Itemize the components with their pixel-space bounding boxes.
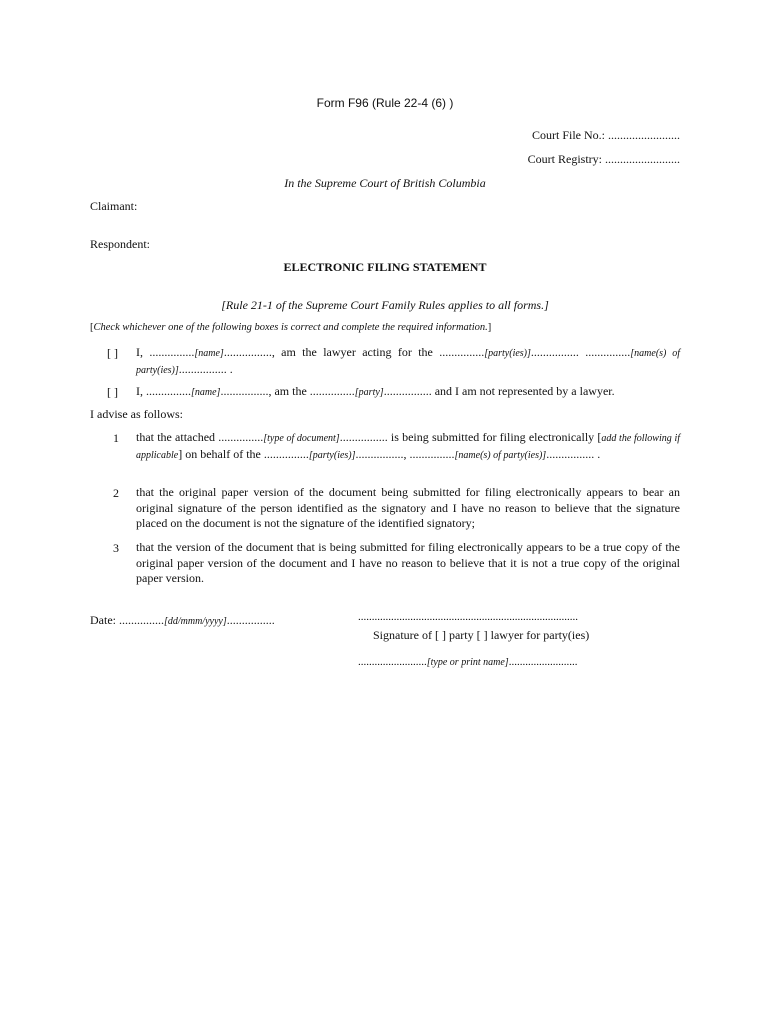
print-name-line[interactable]: .........................[type or print name]......................... [358,656,578,668]
advise-label: I advise as follows: [90,407,183,421]
party-statement: I, ...............[name]................, am the ...............[party]................ and I am not represented by a lawyer. [136,384,615,398]
form-title: Form F96 (Rule 22-4 (6) ) [316,96,454,110]
statement-heading: ELECTRONIC FILING STATEMENT [283,260,487,274]
party-checkbox[interactable]: [ ] [107,385,118,399]
lawyer-statement: I, ...............[name]................, am the lawyer acting for the ...............[party(ies)]................ ...............[name(s) of party(ies)]................ . [136,345,681,376]
item-3-number: 3 [113,541,119,555]
item-1-text: that the attached ...............[type of document]................ is being submitted for filing electronically [add the following if applicable] on behalf of the ...............[party(ies)]................, ...............[name(s) of party(ies)]................ . [136,430,681,461]
check-instruction: [Check whichever one of the following boxes is correct and complete the required information.] [90,322,492,333]
item-2-number: 2 [113,486,119,500]
rule-note: [Rule 21-1 of the Supreme Court Family Rules applies to all forms.] [221,298,549,312]
signature-label: Signature of [ ] party [ ] lawyer for party(ies) [373,628,590,642]
respondent-label: Respondent: [90,237,150,251]
signature-line[interactable]: ................................................................................ [358,611,578,623]
court-name: In the Supreme Court of British Columbia [284,176,486,190]
claimant-label: Claimant: [90,199,138,213]
item-3-text: that the version of the document that is being submitted for filing electronically appears to be a true copy of the original paper version of the document and I have no reason to believe that it is not a true copy of the original paper version. [136,540,680,585]
date-field[interactable]: Date: ...............[dd/mmm/yyyy]................ [90,613,275,627]
court-registry: Court Registry: ......................... [527,152,680,166]
court-file-no: Court File No.: ........................ [531,128,680,142]
lawyer-checkbox[interactable]: [ ] [107,346,118,360]
item-2-text: that the original paper version of the document being submitted for filing electronically appears to bear an original signature of the person identified as the signatory and I have no reason to believe that the signature placed on the document is not the signature of the identified signatory; [136,485,680,530]
item-1-number: 1 [113,431,119,445]
